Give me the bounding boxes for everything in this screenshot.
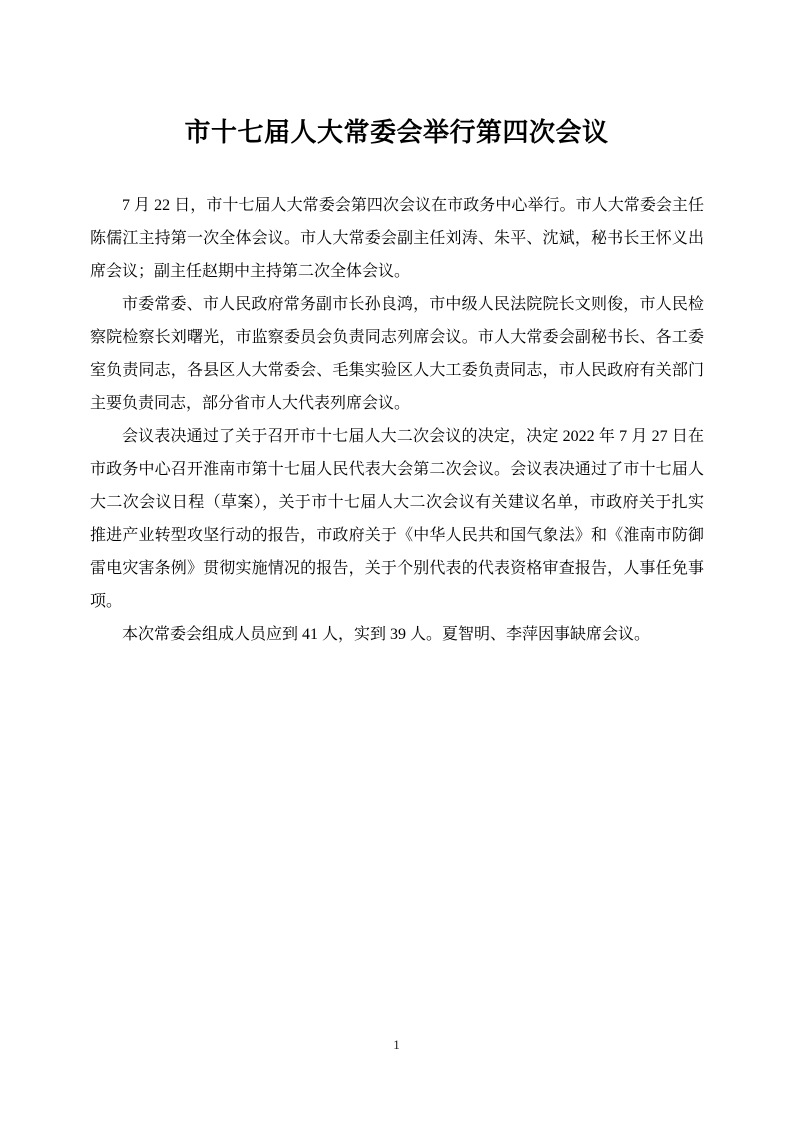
paragraph-3: 会议表决通过了关于召开市十七届人大二次会议的决定，决定 2022 年 7 月 27 日在市政务中心召开淮南市第十七届人民代表大会第二次会议。会议表决通过了市十七届人大二次会议日程（草案），关于市十七届人大二次会议有关建议名单，市政府关于扎实推进产业转型攻坚行动的报告，市政府关于《中华人民共和国气象法》和《淮南市防御雷电灾害条例》贯彻实施情况的报告，关于个别代表的代表资格审查报告，人事任免事项。 [90,428,704,610]
document-body [90,189,704,651]
paragraph-4: 本次常委会组成人员应到 41 人，实到 39 人。夏智明、李萍因事缺席会议。 [122,626,651,643]
document-title: 市十七届人大常委会举行第四次会议 [184,118,609,147]
paragraph-1: 7 月 22 日，市十七届人大常委会第四次会议在市政务中心举行。市人大常委会主任陈儒江主持第一次全体会议。市人大常委会副主任刘涛、朱平、沈斌，秘书长王怀义出席会议；副主任赵期中主持第二次全体会议。 [90,197,704,280]
page-number: 1 [393,1037,400,1052]
paragraph-2: 市委常委、市人民政府常务副市长孙良鸿，市中级人民法院院长文则俊，市人民检察院检察长刘曙光，市监察委员会负责同志列席会议。市人大常委会副秘书长、各工委室负责同志，各县区人大常委会、毛集实验区人大工委负责同志，市人民政府有关部门主要负责同志，部分省市人大代表列席会议。 [90,296,704,412]
